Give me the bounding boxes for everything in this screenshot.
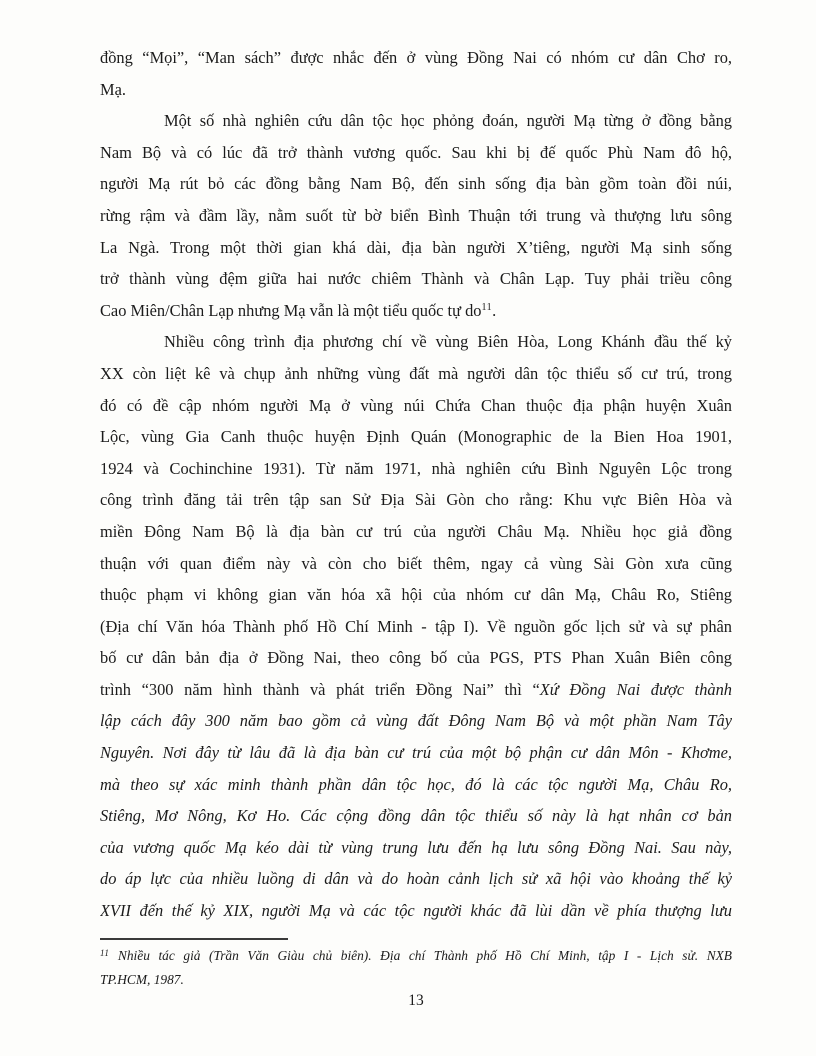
text-line (100, 674, 732, 706)
text-segment: thuộc phạm vi không gian văn hóa xã hội của nhóm cư dân Mạ, Châu Ro, Stiêng (100, 585, 732, 605)
text-line (100, 895, 732, 927)
text-line (100, 421, 732, 453)
text-segment: bố cư dân bản địa ở Đồng Nai, theo công bố của PGS, PTS Phan Xuân Biên công (100, 648, 732, 668)
text-segment: Một số nhà nghiên cứu dân tộc học phỏng đoán, người Mạ từng ở đồng bằng (164, 111, 732, 131)
text-segment: XVII đến thế kỷ XIX, người Mạ và các tộc người khác đã lùi dần về phía thượng lưu (100, 901, 732, 921)
text-line (100, 295, 732, 327)
text-segment: XX còn liệt kê và chụp ảnh những vùng đất mà người dân tộc thiểu số cư trú, trong (100, 363, 732, 383)
text-line (100, 168, 732, 200)
text-segment: (Địa chí Văn hóa Thành phố Hồ Chí Minh - tập I). Về nguồn gốc lịch sử và sự phân (100, 616, 732, 636)
text-line (100, 969, 732, 992)
text-segment: người Mạ rút bỏ các đồng bằng Nam Bộ, đến sinh sống địa bàn gồm toàn đồi núi, (100, 174, 732, 194)
text-line (100, 705, 732, 737)
text-line (100, 200, 732, 232)
text-segment: thuận với quan điểm này và còn cho biết thêm, ngay cả vùng Sài Gòn xưa cũng (100, 553, 732, 573)
text-segment: Nam Bộ và có lúc đã trở thành vương quốc. Sau khi bị đế quốc Phù Nam đô hộ, (100, 142, 732, 162)
text-segment: trở thành vùng đệm giữa hai nước chiêm Thành và Chân Lạp. Tuy phải triều công (100, 269, 732, 289)
text-segment: của vương quốc Mạ kéo dài từ vùng trung lưu đến hạ lưu sông Đồng Nai. Sau này, (100, 837, 732, 857)
text-segment: đó có đề cập nhóm người Mạ ở vùng núi Chứa Chan thuộc địa phận huyện Xuân (100, 395, 732, 415)
text-line (100, 390, 732, 422)
footnote-reference: 11 (100, 948, 110, 958)
footnote-separator (100, 938, 288, 940)
text-segment: 1924 và Cochinchine 1931). Từ năm 1971, nhà nghiên cứu Bình Nguyên Lộc trong (100, 458, 732, 478)
text-line (100, 453, 732, 485)
text-line (100, 863, 732, 895)
text-line (100, 326, 732, 358)
text-segment: Xứ Đồng Nai được thành (539, 679, 732, 699)
text-line (100, 42, 732, 74)
text-line (100, 232, 732, 264)
text-segment: Cao Miên/Chân Lạp nhưng Mạ vẫn là một tiểu quốc tự do (100, 300, 482, 320)
text-segment: công trình đăng tải trên tập san Sử Địa Sài Gòn cho rằng: Khu vực Biên Hòa và (100, 490, 732, 510)
text-segment: do áp lực của nhiều luồng di dân và do hoàn cảnh lịch sử xã hội vào khoảng thế kỷ (100, 869, 732, 889)
body-text (100, 42, 732, 927)
text-line (100, 548, 732, 580)
text-segment: lập cách đây 300 năm bao gồm cả vùng đất Đông Nam Bộ và một phần Nam Tây (100, 711, 732, 731)
text-segment: trình “300 năm hình thành và phát triển Đồng Nai” thì “ (100, 679, 540, 699)
text-segment: Lộc, vùng Gia Canh thuộc huyện Định Quán (Monographic de la Bien Hoa 1901, (100, 427, 732, 447)
footnote (100, 938, 732, 991)
text-line (100, 642, 732, 674)
text-segment: đồng “Mọi”, “Man sách” được nhắc đến ở vùng Đồng Nai có nhóm cư dân Chơ ro, (100, 48, 732, 67)
text-line (100, 611, 732, 643)
text-line (100, 263, 732, 295)
text-line (100, 516, 732, 548)
text-line (100, 74, 732, 106)
text-segment: Nguyên. Nơi đây từ lâu đã là địa bàn cư trú của một bộ phận cư dân Môn - Khơme, (100, 743, 732, 763)
text-line (100, 358, 732, 390)
page-number: 13 (408, 992, 424, 1009)
text-segment: Mạ. (100, 79, 126, 99)
text-line (100, 945, 732, 969)
text-segment: mà theo sự xác minh thành phần dân tộc học, đó là các tộc người Mạ, Châu Ro, (100, 774, 732, 794)
text-line (100, 105, 732, 137)
footnote-reference: 11 (481, 301, 493, 313)
footnote-text (100, 945, 732, 991)
text-line (100, 579, 732, 611)
text-segment: TP.HCM, 1987. (100, 971, 184, 987)
text-segment: rừng rậm và đầm lầy, nằm suốt từ bờ biển Bình Thuận tới trung và thượng lưu sông (100, 205, 732, 225)
text-segment: La Ngà. Trong một thời gian khá dài, địa bàn người X’tiêng, người Mạ sinh sống (100, 237, 732, 257)
text-segment: Stiêng, Mơ Nông, Kơ Ho. Các cộng đồng dân tộc thiểu số này là hạt nhân cơ bản (100, 806, 732, 826)
text-line (100, 484, 732, 516)
text-segment: Nhiều tác giả (Trần Văn Giàu chủ biên). Địa chí Thành phố Hồ Chí Minh, tập I - Lịch sử. NXB (109, 948, 732, 963)
text-line (100, 769, 732, 801)
text-line (100, 800, 732, 832)
text-segment: Nhiều công trình địa phương chí về vùng Biên Hòa, Long Khánh đầu thế kỷ (164, 332, 732, 352)
text-segment: miền Đông Nam Bộ là địa bàn cư trú của người Châu Mạ. Nhiều học giả đồng (100, 521, 732, 541)
text-line (100, 137, 732, 169)
text-line (100, 737, 732, 769)
text-segment: . (492, 300, 497, 320)
text-line (100, 832, 732, 864)
